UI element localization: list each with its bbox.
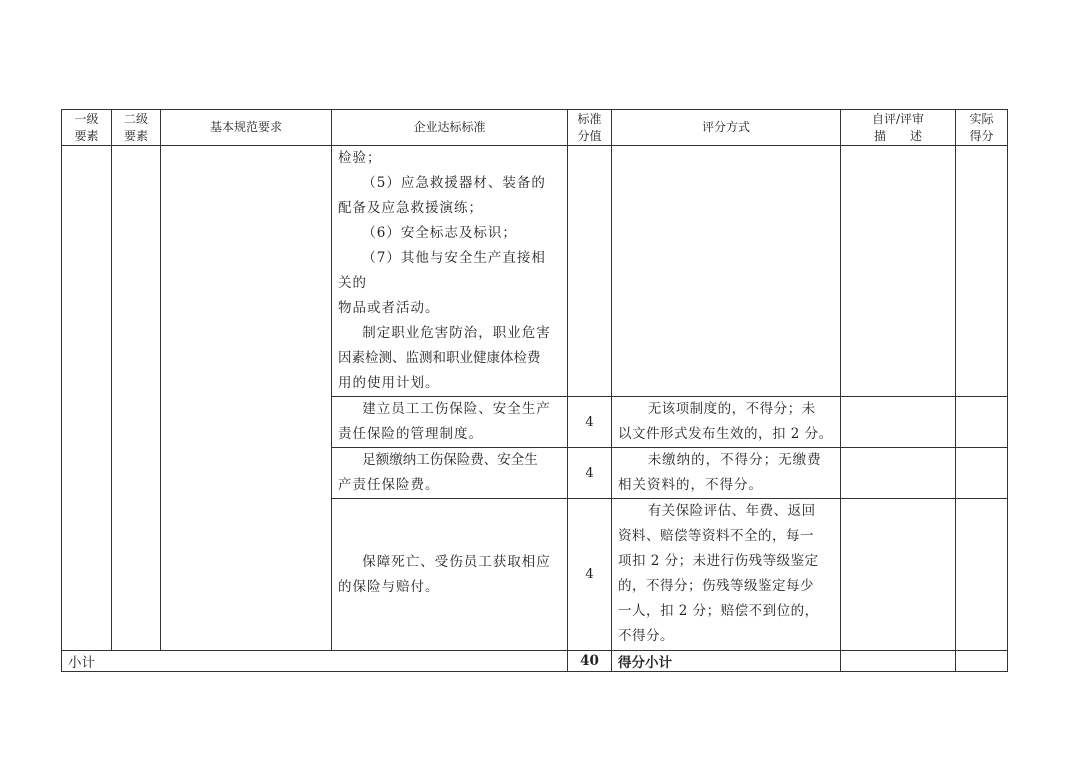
header-actual-text: 实际得分 — [969, 111, 994, 143]
score-subtotal-label: 得分小计 — [612, 651, 841, 672]
self-eval-cell — [841, 499, 956, 651]
text-line: 的，不得分；伤残等级鉴定每少 — [618, 578, 814, 594]
text-line: 项扣 2 分；未进行伤残等级鉴定 — [618, 553, 819, 569]
header-basic: 基本规范要求 — [161, 110, 332, 146]
standard-text — [332, 448, 567, 498]
text-line: （6）安全标志及标识； — [362, 225, 517, 241]
actual-score-cell — [956, 397, 1008, 448]
text-line: 检验； — [338, 150, 382, 166]
method-text — [612, 397, 840, 447]
text-line: 责任保险的管理制度。 — [338, 426, 483, 442]
text-line: （7）其他与安全生产直接相 — [362, 250, 546, 266]
method-cell — [612, 448, 841, 499]
header-actual — [956, 110, 1008, 146]
header-score — [568, 110, 612, 146]
header-level1-text: 一级要素 — [74, 111, 99, 143]
standard-text — [332, 550, 567, 600]
text-line: 的保险与赔付。 — [338, 578, 440, 595]
header-score-text: 标准分值 — [577, 111, 602, 143]
text-line: 因素检测、监测和职业健康体检费 — [338, 350, 541, 366]
text-line: 不得分。 — [618, 628, 674, 644]
text-line: 一人，扣 2 分；赔偿不到位的， — [618, 603, 819, 619]
text-line: 以文件形式发布生效的，扣 2 分。 — [618, 426, 833, 442]
subtotal-label: 小计 — [62, 651, 568, 672]
method-text — [612, 448, 840, 498]
continued-score-cell — [568, 146, 612, 397]
continued-standard-text — [332, 146, 567, 396]
text-line: 足额缴纳工伤保险费、安全生 — [362, 452, 538, 468]
continued-actual-cell — [956, 146, 1008, 397]
method-cell — [612, 499, 841, 651]
text-line: 用的使用计划。 — [338, 375, 440, 391]
header-row — [62, 110, 1008, 146]
text-line: 资料、赔偿等资料不全的，每一 — [618, 528, 814, 544]
standard-text — [332, 397, 567, 447]
header-self-eval-text: 自评/评审描 述 — [871, 111, 925, 143]
text-line: 配备及应急救援演练； — [338, 200, 483, 216]
subtotal-score: 40 — [568, 651, 612, 672]
score-cell: 4 — [568, 499, 612, 651]
evaluation-table — [61, 109, 1008, 672]
subtotal-self-eval-cell — [841, 651, 956, 672]
text-line: （5）应急救援器材、装备的 — [362, 175, 546, 191]
header-level1 — [62, 110, 112, 146]
score-cell: 4 — [568, 397, 612, 448]
level1-cell — [62, 146, 112, 651]
level2-cell — [112, 146, 161, 651]
header-method: 评分方式 — [612, 110, 841, 146]
header-level2-text: 二级要素 — [123, 111, 148, 143]
actual-score-cell — [956, 448, 1008, 499]
text-line: 建立员工工伤保险、安全生产 — [362, 401, 551, 417]
score-cell: 4 — [568, 448, 612, 499]
header-level2 — [112, 110, 161, 146]
text-line: 产责任保险费。 — [338, 477, 440, 493]
continued-standard-cell — [332, 146, 568, 397]
text-line: 有关保险评估、年费、返回 — [647, 503, 816, 519]
self-eval-cell — [841, 397, 956, 448]
standard-cell — [332, 499, 568, 651]
header-standard: 企业达标标准 — [332, 110, 568, 146]
method-cell — [612, 397, 841, 448]
continued-method-cell — [612, 146, 841, 397]
actual-score-cell — [956, 499, 1008, 651]
text-line: 制定职业危害防治，职业危害 — [362, 325, 551, 341]
standard-cell — [332, 448, 568, 499]
text-line: 相关资料的，不得分。 — [618, 477, 763, 493]
continued-row — [62, 146, 1008, 397]
header-self-eval — [841, 110, 956, 146]
method-text — [612, 499, 840, 649]
text-line: 无该项制度的，不得分；未 — [647, 401, 816, 417]
continued-self-eval-cell — [841, 146, 956, 397]
basic-cell — [161, 146, 332, 651]
standard-cell — [332, 397, 568, 448]
self-eval-cell — [841, 448, 956, 499]
text-line: 保障死亡、受伤员工获取相应 — [362, 553, 551, 570]
subtotal-row — [62, 651, 1008, 672]
text-line: 未缴纳的，不得分；无缴费 — [647, 452, 822, 468]
text-line: 物品或者活动。 — [338, 300, 440, 316]
subtotal-actual-cell — [956, 651, 1008, 672]
text-line: 关的 — [338, 275, 367, 291]
